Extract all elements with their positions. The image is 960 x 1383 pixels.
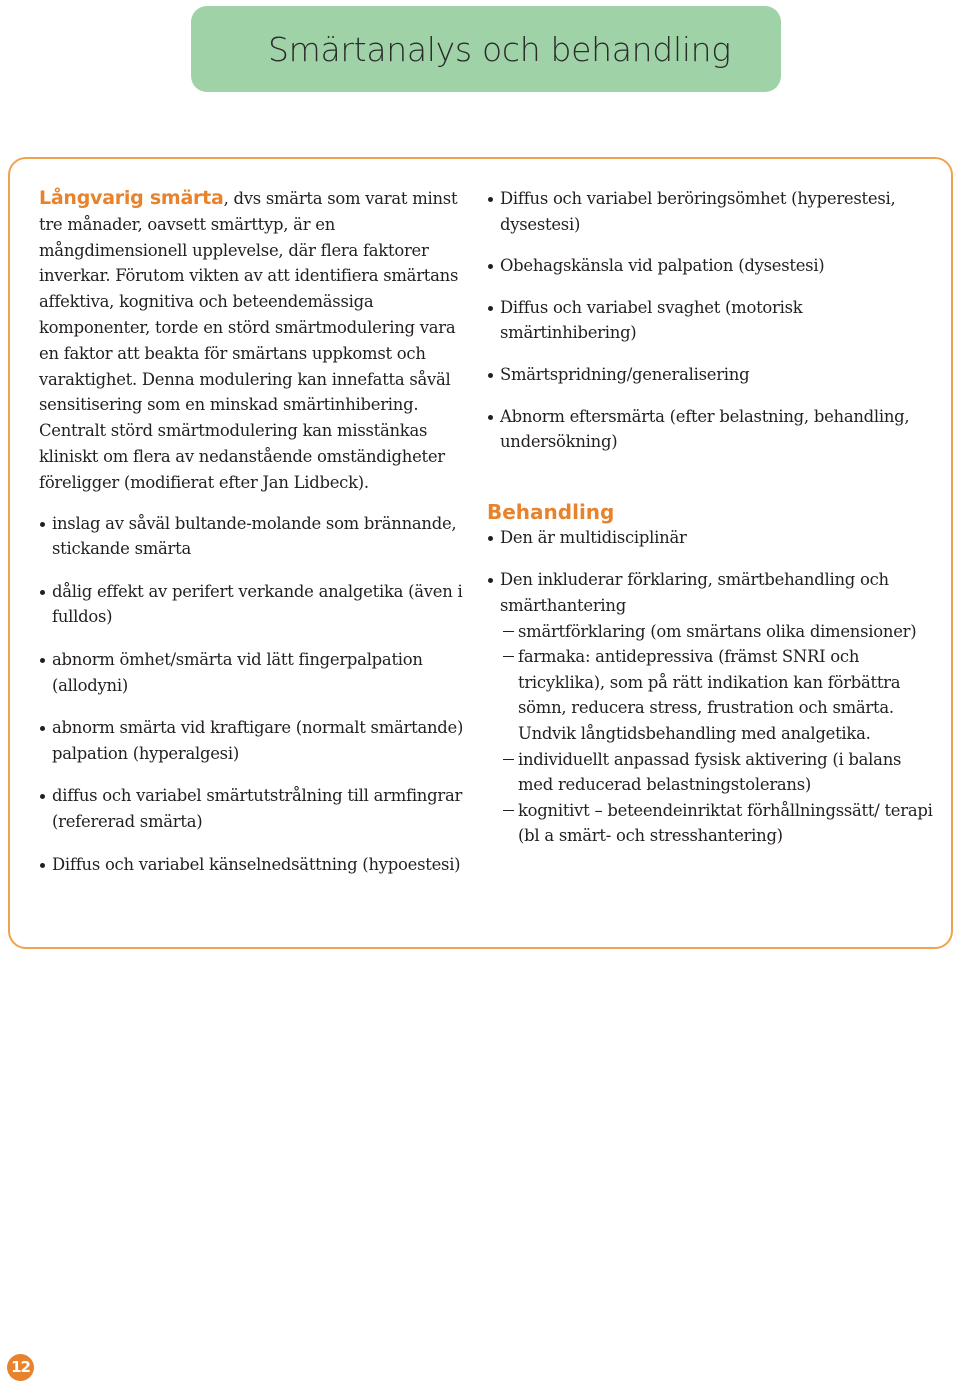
list-item: diffus och variabel smärtutstrålning till armfingrar (refererad smärta) [39,783,469,834]
sub-list-item: farmaka: antidepressiva (främst SNRI och tricyklika), som på rätt indikation kan förbättra sömn, reducera stress, frustration och smärta. Undvik långtidsbehandling med analgetika. [500,644,937,746]
treatment-list [487,525,937,849]
sub-list-item: smärtförklaring (om smärtans olika dimensioner) [500,619,937,645]
list-item: Diffus och variabel beröringsömhet (hyperestesi, dysestesi) [487,186,937,237]
list-item: dålig effekt av perifert verkande analgetika (även i fulldos) [39,579,469,630]
list-item [487,567,937,849]
list-item: Den är multidisciplinär [487,525,937,551]
symptom-list [487,186,937,455]
sub-list-item: kognitivt – beteendeinriktat förhållningssätt/ terapi (bl a smärt- och stresshantering) [500,798,937,849]
intro-paragraph [39,186,469,496]
list-item: Diffus och variabel svaghet (motorisk smärtinhibering) [487,295,937,346]
list-item: Abnorm eftersmärta (efter belastning, behandling, undersökning) [487,404,937,455]
left-column [39,186,469,877]
title-banner [191,6,781,92]
list-item: inslag av såväl bultande-molande som brännande, stickande smärta [39,511,469,562]
treatment-sublist [500,619,937,849]
page-number-badge: 12 [7,1354,34,1381]
criteria-list [39,511,469,878]
treatment-heading: Behandling [487,499,615,524]
page-title: Smärtanalys och behandling [268,29,731,69]
list-item: Obehagskänsla vid palpation (dysestesi) [487,253,937,279]
intro-heading: Långvarig smärta [39,187,224,209]
treatment-bullet-text: Den inkluderar förklaring, smärtbehandling och smärthantering [500,570,889,615]
intro-text: , dvs smärta som varat minst tre månader, oavsett smärttyp, är en mångdimensionell upplevelse, där flera faktorer inverkar. Förutom vikten av att identifiera smärtans affektiva, kognitiva och beteendemässiga komponenter, torde en störd smärtmodulering vara en faktor att beakta för smärtans uppkomst och varaktighet. Denna modulering kan innefatta såväl sensitisering som en minskad smärtinhibering. Centralt störd smärtmodulering kan misstänkas kliniskt om flera av nedanstående omständigheter föreligger (modifierat efter Jan Lidbeck). [39,189,459,492]
list-item: Smärtspridning/generalisering [487,362,937,388]
list-item: Diffus och variabel känselnedsättning (hypoestesi) [39,852,469,878]
list-item: abnorm smärta vid kraftigare (normalt smärtande) palpation (hyperalgesi) [39,715,469,766]
sub-list-item: individuellt anpassad fysisk aktivering (i balans med reducerad belastningstolerans) [500,747,937,798]
right-column [487,186,937,849]
list-item: abnorm ömhet/smärta vid lätt fingerpalpation (allodyni) [39,647,469,698]
